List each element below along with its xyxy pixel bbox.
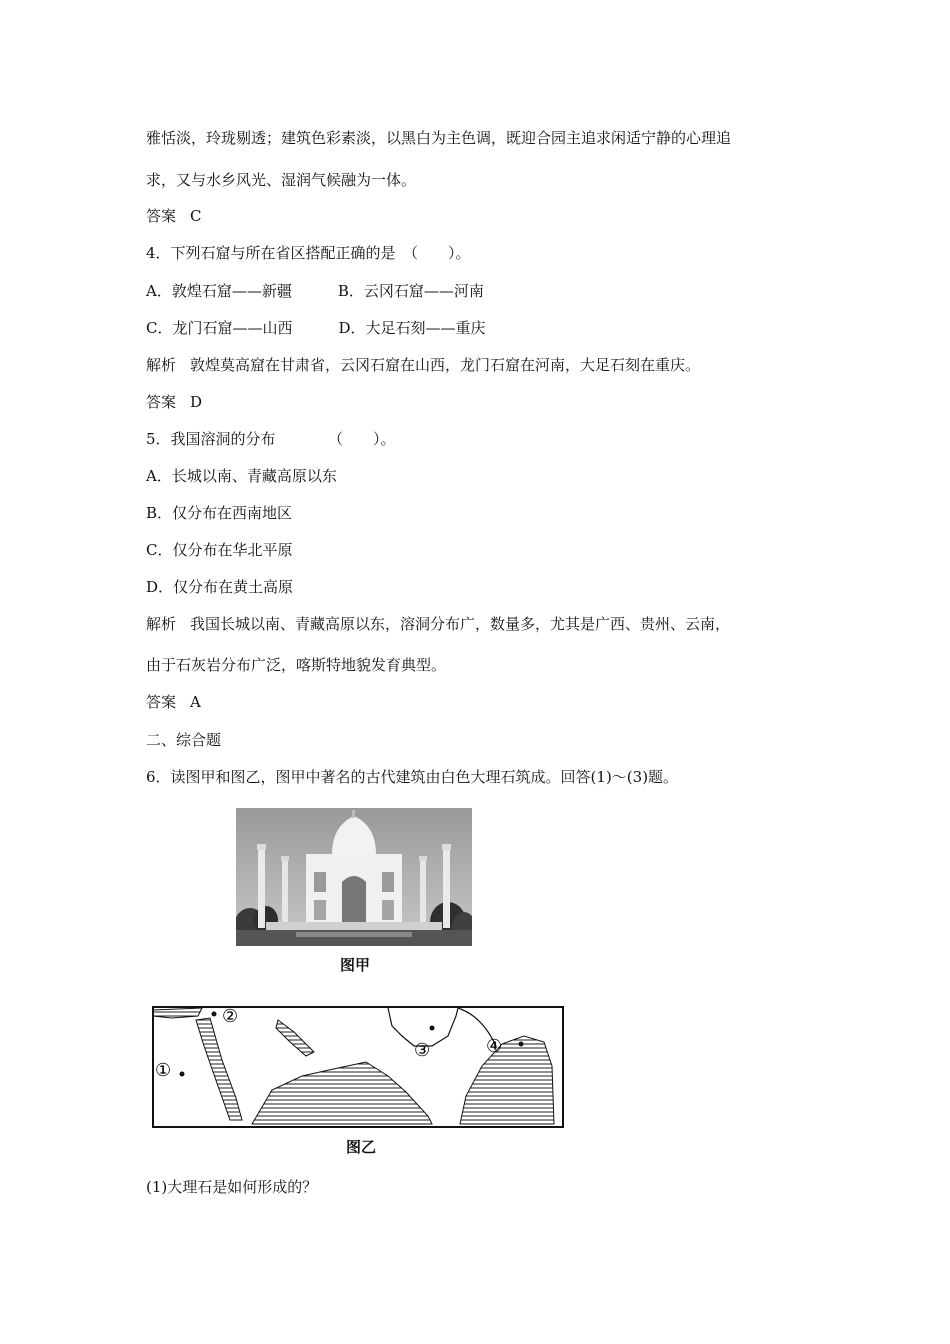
question-4: 4．下列石窟与所在省区搭配正确的是 （ ）。: [146, 244, 471, 262]
answer-label: 答案: [146, 693, 177, 711]
option-a: A．敦煌石窟——新疆: [146, 282, 292, 300]
answer-line: [146, 392, 202, 412]
paragraph-line: 求，又与水乡风光、湿润气候融为一体。: [146, 171, 417, 189]
map-label-1: ①: [155, 1060, 172, 1081]
option-c: C．龙门石窟——山西: [146, 319, 293, 337]
map-label-2: ②: [222, 1006, 239, 1027]
analysis-line: [146, 614, 730, 634]
answer-value: D: [190, 393, 203, 411]
option-line: [146, 281, 484, 301]
answer-value: A: [190, 693, 201, 711]
figure-caption: 图甲: [340, 956, 371, 974]
map-label-4: ④: [486, 1036, 503, 1057]
analysis-text: 敦煌莫高窟在甘肃省，云冈石窟在山西，龙门石窟在河南，大足石刻在重庆。: [190, 356, 701, 374]
taj-mahal-photo: [236, 808, 472, 946]
analysis-label: 解析: [146, 615, 177, 633]
answer-label: 答案: [146, 207, 177, 225]
option-b: B．云冈石窟——河南: [337, 282, 484, 300]
question-5: 5．我国溶洞的分布 （ ）。: [146, 430, 396, 448]
paragraph-line: 雅恬淡，玲珑剔透；建筑色彩素淡，以黑白为主色调，既迎合园主追求闲适宁静的心理追: [146, 129, 732, 147]
analysis-line: [146, 355, 700, 375]
answer-value: C: [190, 207, 202, 225]
analysis-text: 我国长城以南、青藏高原以东，溶洞分布广，数量多，尤其是广西、贵州、云南，: [190, 615, 731, 633]
option-b: B．仅分布在西南地区: [146, 504, 293, 522]
answer-label: 答案: [146, 393, 177, 411]
region-map: [152, 1006, 564, 1128]
question-6: 6．读图甲和图乙，图甲中著名的古代建筑由白色大理石筑成。回答(1)～(3)题。: [146, 768, 679, 786]
option-a: A．长城以南、青藏高原以东: [146, 467, 337, 485]
analysis-label: 解析: [146, 356, 177, 374]
figure-caption: 图乙: [346, 1138, 377, 1156]
option-d: D．仅分布在黄土高原: [146, 578, 294, 596]
paragraph-line: 由于石灰岩分布广泛，喀斯特地貌发育典型。: [146, 656, 447, 674]
answer-line: [146, 692, 201, 712]
section-heading: 二、综合题: [146, 731, 222, 749]
map-label-3: ③: [414, 1040, 431, 1061]
option-line: [146, 318, 486, 338]
answer-line: [146, 206, 202, 226]
sub-question: (1)大理石是如何形成的？: [146, 1178, 318, 1196]
option-c: C．仅分布在华北平原: [146, 541, 293, 559]
option-d: D．大足石刻——重庆: [338, 319, 486, 337]
